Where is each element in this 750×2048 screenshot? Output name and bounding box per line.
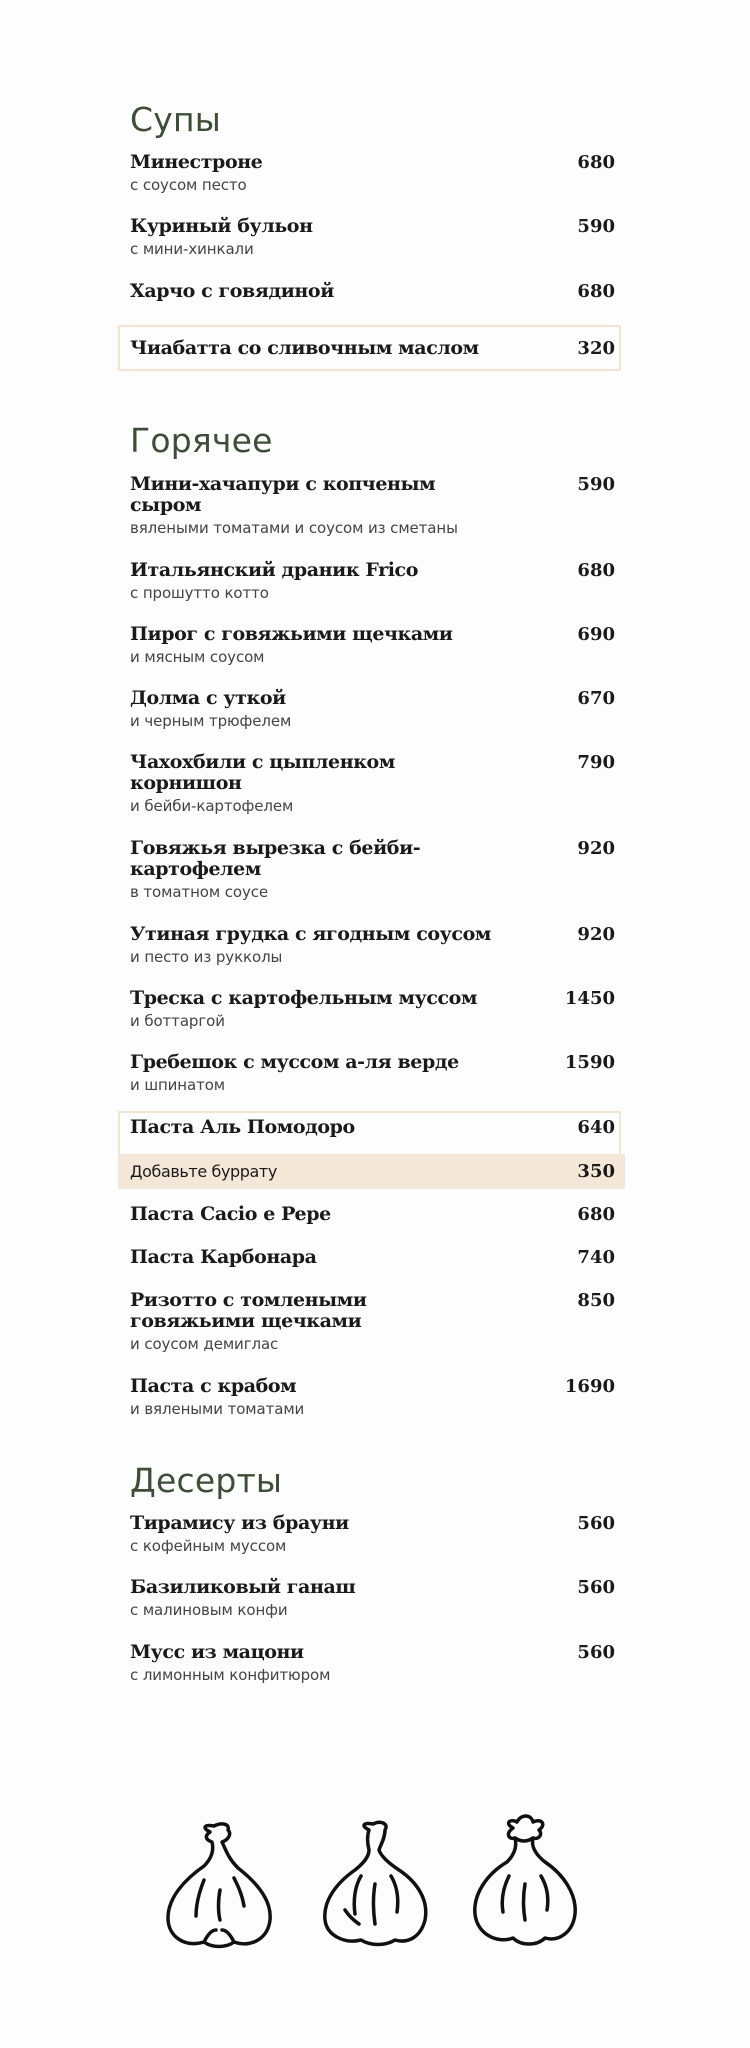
menu-item bbox=[130, 560, 615, 603]
item-price: 590 bbox=[577, 474, 615, 495]
item-desc: и шпинатом bbox=[130, 1076, 226, 1094]
item-desc: и мясным соусом bbox=[130, 648, 265, 666]
menu-item bbox=[130, 1052, 615, 1095]
item-name: Минестроне bbox=[130, 151, 263, 173]
item-price: 560 bbox=[577, 1577, 615, 1598]
item-name: Тирамису из брауни bbox=[130, 1512, 349, 1534]
item-price: 1450 bbox=[564, 988, 615, 1009]
menu-item bbox=[130, 474, 615, 538]
item-price: 680 bbox=[577, 152, 615, 173]
menu-item bbox=[130, 1577, 615, 1620]
item-price: 560 bbox=[577, 1513, 615, 1534]
menu-item bbox=[130, 688, 615, 731]
menu-item bbox=[130, 1290, 615, 1354]
item-price: 640 bbox=[577, 1117, 615, 1138]
item-price: 350 bbox=[577, 1161, 615, 1182]
khinkali-icon bbox=[465, 1814, 585, 1960]
item-price: 790 bbox=[577, 752, 615, 773]
item-name: Пирог с говяжьими щечками bbox=[130, 623, 453, 645]
item-desc: с прошутто котто bbox=[130, 584, 269, 602]
item-desc: и вялеными томатами bbox=[130, 1400, 305, 1418]
item-desc: с малиновым конфи bbox=[130, 1601, 288, 1619]
item-desc: и соусом демиглас bbox=[130, 1335, 279, 1353]
item-price: 740 bbox=[577, 1247, 615, 1268]
decor-icons bbox=[0, 1820, 750, 1970]
item-name: Паста Cacio e Pepe bbox=[130, 1203, 331, 1225]
menu-item bbox=[130, 281, 615, 302]
menu-item bbox=[130, 152, 615, 195]
item-price: 590 bbox=[577, 216, 615, 237]
item-price: 690 bbox=[577, 624, 615, 645]
item-name: Гребешок с муссом а-ля верде bbox=[130, 1051, 459, 1073]
menu-item bbox=[130, 1642, 615, 1685]
section-title-desserts: Десерты bbox=[130, 1461, 283, 1500]
item-price: 680 bbox=[577, 1204, 615, 1225]
item-name: Треска с картофельным муссом bbox=[130, 987, 478, 1009]
item-price: 1590 bbox=[564, 1052, 615, 1073]
menu-item-addon bbox=[130, 1161, 615, 1182]
item-price: 670 bbox=[577, 688, 615, 709]
menu-item bbox=[130, 216, 615, 259]
item-desc: и бейби-картофелем bbox=[130, 797, 294, 815]
item-name: Долма с уткой bbox=[130, 687, 286, 709]
item-name: Паста Аль Помодоро bbox=[130, 1116, 355, 1138]
item-name: Говяжья вырезка с бейби-картофелем bbox=[130, 837, 421, 880]
menu-item bbox=[130, 1513, 615, 1556]
section-title-hot: Горячее bbox=[130, 421, 273, 460]
item-name: Мини-хачапури с копченым сыром bbox=[130, 473, 436, 516]
menu-item bbox=[130, 1117, 615, 1138]
menu-item bbox=[130, 924, 615, 967]
item-price: 680 bbox=[577, 560, 615, 581]
item-price: 920 bbox=[577, 924, 615, 945]
item-desc: с кофейным муссом bbox=[130, 1537, 287, 1555]
menu-item bbox=[130, 338, 615, 359]
item-name: Мусс из мацони bbox=[130, 1641, 304, 1663]
item-desc: вялеными томатами и соусом из сметаны bbox=[130, 519, 458, 537]
item-name: Базиликовый ганаш bbox=[130, 1576, 356, 1598]
menu-item bbox=[130, 1204, 615, 1225]
item-name: Добавьте буррату bbox=[130, 1162, 277, 1181]
menu-item bbox=[130, 624, 615, 667]
item-desc: и черным трюфелем bbox=[130, 712, 292, 730]
item-name: Итальянский драник Frico bbox=[130, 559, 418, 581]
item-name: Паста с крабом bbox=[130, 1375, 297, 1397]
item-name: Паста Карбонара bbox=[130, 1246, 317, 1268]
item-price: 1690 bbox=[564, 1376, 615, 1397]
item-desc: с лимонным конфитюром bbox=[130, 1666, 331, 1684]
item-price: 560 bbox=[577, 1642, 615, 1663]
item-price: 320 bbox=[577, 338, 615, 359]
item-name: Чиабатта со сливочным маслом bbox=[130, 337, 479, 359]
item-desc: в томатном соусе bbox=[130, 883, 269, 901]
item-desc: и песто из рукколы bbox=[130, 948, 283, 966]
item-name: Чахохбили с цыпленком корнишон bbox=[130, 751, 395, 794]
menu-item bbox=[130, 1247, 615, 1268]
item-name: Утиная грудка с ягодным соусом bbox=[130, 923, 491, 945]
khinkali-icon bbox=[315, 1820, 435, 1960]
khinkali-icon bbox=[160, 1820, 280, 1960]
item-name: Ризотто с томлеными говяжьими щечками bbox=[130, 1289, 367, 1332]
item-price: 850 bbox=[577, 1290, 615, 1311]
menu-item bbox=[130, 838, 615, 902]
item-name: Куриный бульон bbox=[130, 215, 313, 237]
section-title-soups: Супы bbox=[130, 100, 222, 139]
menu-item bbox=[130, 1376, 615, 1419]
menu-item bbox=[130, 988, 615, 1031]
item-price: 680 bbox=[577, 281, 615, 302]
item-name: Харчо с говядиной bbox=[130, 280, 334, 302]
item-desc: и боттаргой bbox=[130, 1012, 225, 1030]
item-desc: с соусом песто bbox=[130, 176, 247, 194]
item-desc: с мини-хинкали bbox=[130, 240, 254, 258]
item-price: 920 bbox=[577, 838, 615, 859]
menu-item bbox=[130, 752, 615, 816]
